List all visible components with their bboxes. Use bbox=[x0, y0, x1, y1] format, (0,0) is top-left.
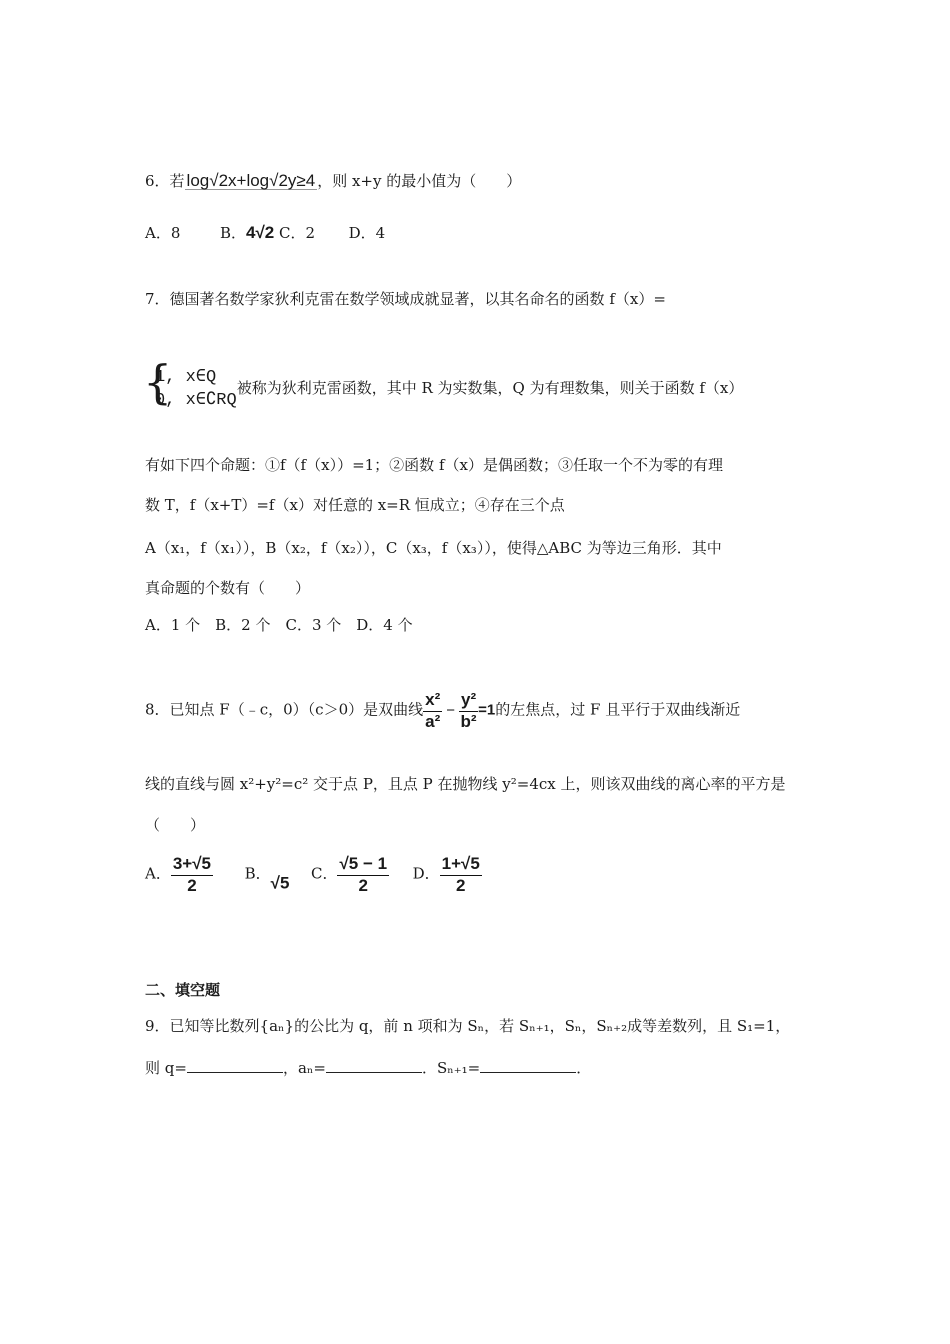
q9-line-1: 9．已知等比数列{aₙ}的公比为 q，前 n 项和为 Sₙ，若 Sₙ₊₁，Sₙ，Sₙ₊₂成等差数列，且 S₁=1， bbox=[145, 1017, 791, 1035]
q7-piecewise bbox=[145, 366, 237, 412]
q6-options bbox=[145, 224, 385, 241]
q6-option-b-label: B． bbox=[219, 224, 246, 242]
q7-line-6: 真命题的个数有（ ） bbox=[145, 579, 311, 597]
q8-option-c-numerator: √5 − 1 bbox=[337, 853, 389, 876]
q8-x-numerator: x² bbox=[423, 689, 442, 712]
q7-line-2 bbox=[145, 366, 743, 412]
q8-line-2: 线的直线与圆 x²+y²=c² 交于点 P，且点 P 在抛物线 y²=4cx 上，则该双曲线的离心率的平方是 bbox=[145, 775, 786, 793]
q8-suffix: 的左焦点，过 F 且平行于双曲线渐近 bbox=[495, 700, 741, 719]
q7-case-2: 0, x∈∁RQ bbox=[155, 391, 237, 410]
q9-end: ． bbox=[576, 1059, 592, 1077]
q7-line-1: 7．德国著名数学家狄利克雷在数学领域成就显著，以其名命名的函数 f（x）= bbox=[145, 290, 666, 308]
q8-options bbox=[145, 853, 482, 896]
q6-option-b-value: 4√2 bbox=[245, 223, 275, 242]
q6-formula: log√2x+log√2y≥4 bbox=[186, 171, 316, 190]
q8-line-3: （ ） bbox=[145, 816, 206, 834]
q9-sn-label: ．Sₙ₊₁= bbox=[421, 1059, 481, 1077]
q8-option-c-denominator: 2 bbox=[358, 876, 368, 895]
q7-line-4: 数 T，f（x+T）=f（x）对任意的 x=R 恒成立；④存在三个点 bbox=[145, 496, 565, 514]
q8-option-b-label: B． bbox=[244, 864, 271, 883]
q8-y-numerator: y² bbox=[459, 689, 478, 712]
q7-options: A．1 个 B．2 个 C．3 个 D．4 个 bbox=[145, 616, 413, 634]
q8-y-denominator: b² bbox=[460, 712, 477, 731]
q7-line-3: 有如下四个命题：①f（f（x））=1；②函数 f（x）是偶函数；③任取一个不为零的有理 bbox=[145, 456, 723, 474]
q8-equals: =1 bbox=[478, 701, 496, 719]
q8-option-a-denominator: 2 bbox=[187, 876, 197, 895]
q9-q-blank[interactable] bbox=[187, 1059, 283, 1073]
q6-option-a: A．8 bbox=[145, 224, 181, 242]
q8-option-a-label: A． bbox=[145, 864, 171, 883]
q8-x-fraction bbox=[423, 689, 442, 732]
q8-option-d-fraction bbox=[440, 853, 482, 896]
q6-prefix: 6．若 bbox=[145, 172, 185, 190]
section-title: 二、填空题 bbox=[145, 981, 221, 999]
q9-an-label: ，aₙ= bbox=[282, 1059, 326, 1077]
q8-option-c-fraction bbox=[337, 853, 389, 896]
q6-option-d: D．4 bbox=[348, 224, 386, 242]
q9-an-blank[interactable] bbox=[326, 1059, 422, 1073]
q9-line-2 bbox=[145, 1059, 591, 1076]
q8-y-fraction bbox=[459, 689, 478, 732]
q6-option-c: C．2 bbox=[279, 224, 316, 242]
q8-option-a-numerator: 3+√5 bbox=[171, 853, 213, 876]
q9-sn-blank[interactable] bbox=[480, 1059, 576, 1073]
q6-stem bbox=[145, 172, 521, 190]
q8-minus: − bbox=[446, 701, 456, 719]
q8-option-d-label: D． bbox=[412, 864, 440, 883]
q8-option-c-label: C． bbox=[310, 864, 338, 883]
q7-line-2-text: 被称为狄利克雷函数，其中 R 为实数集，Q 为有理数集，则关于函数 f（x） bbox=[236, 379, 744, 397]
q8-stem bbox=[145, 689, 740, 732]
q8-x-denominator: a² bbox=[425, 712, 441, 731]
q8-option-a-fraction bbox=[171, 853, 213, 896]
q8-prefix: 8．已知点 F（﹣c，0）（c＞0）是双曲线 bbox=[145, 700, 424, 719]
q9-q-label: 则 q= bbox=[145, 1059, 187, 1077]
q7-line-5: A（x₁，f（x₁）），B（x₂，f（x₂）），C（x₃，f（x₃）），使得△ABC 为等边三角形．其中 bbox=[145, 539, 722, 557]
q8-option-d-numerator: 1+√5 bbox=[440, 853, 482, 876]
q8-option-b-value: √5 bbox=[270, 873, 290, 893]
q7-case-1: { 1, x∈Q bbox=[155, 368, 217, 387]
q6-suffix: ，则 x+y 的最小值为（ ） bbox=[317, 172, 522, 190]
q8-option-d-denominator: 2 bbox=[456, 876, 466, 895]
